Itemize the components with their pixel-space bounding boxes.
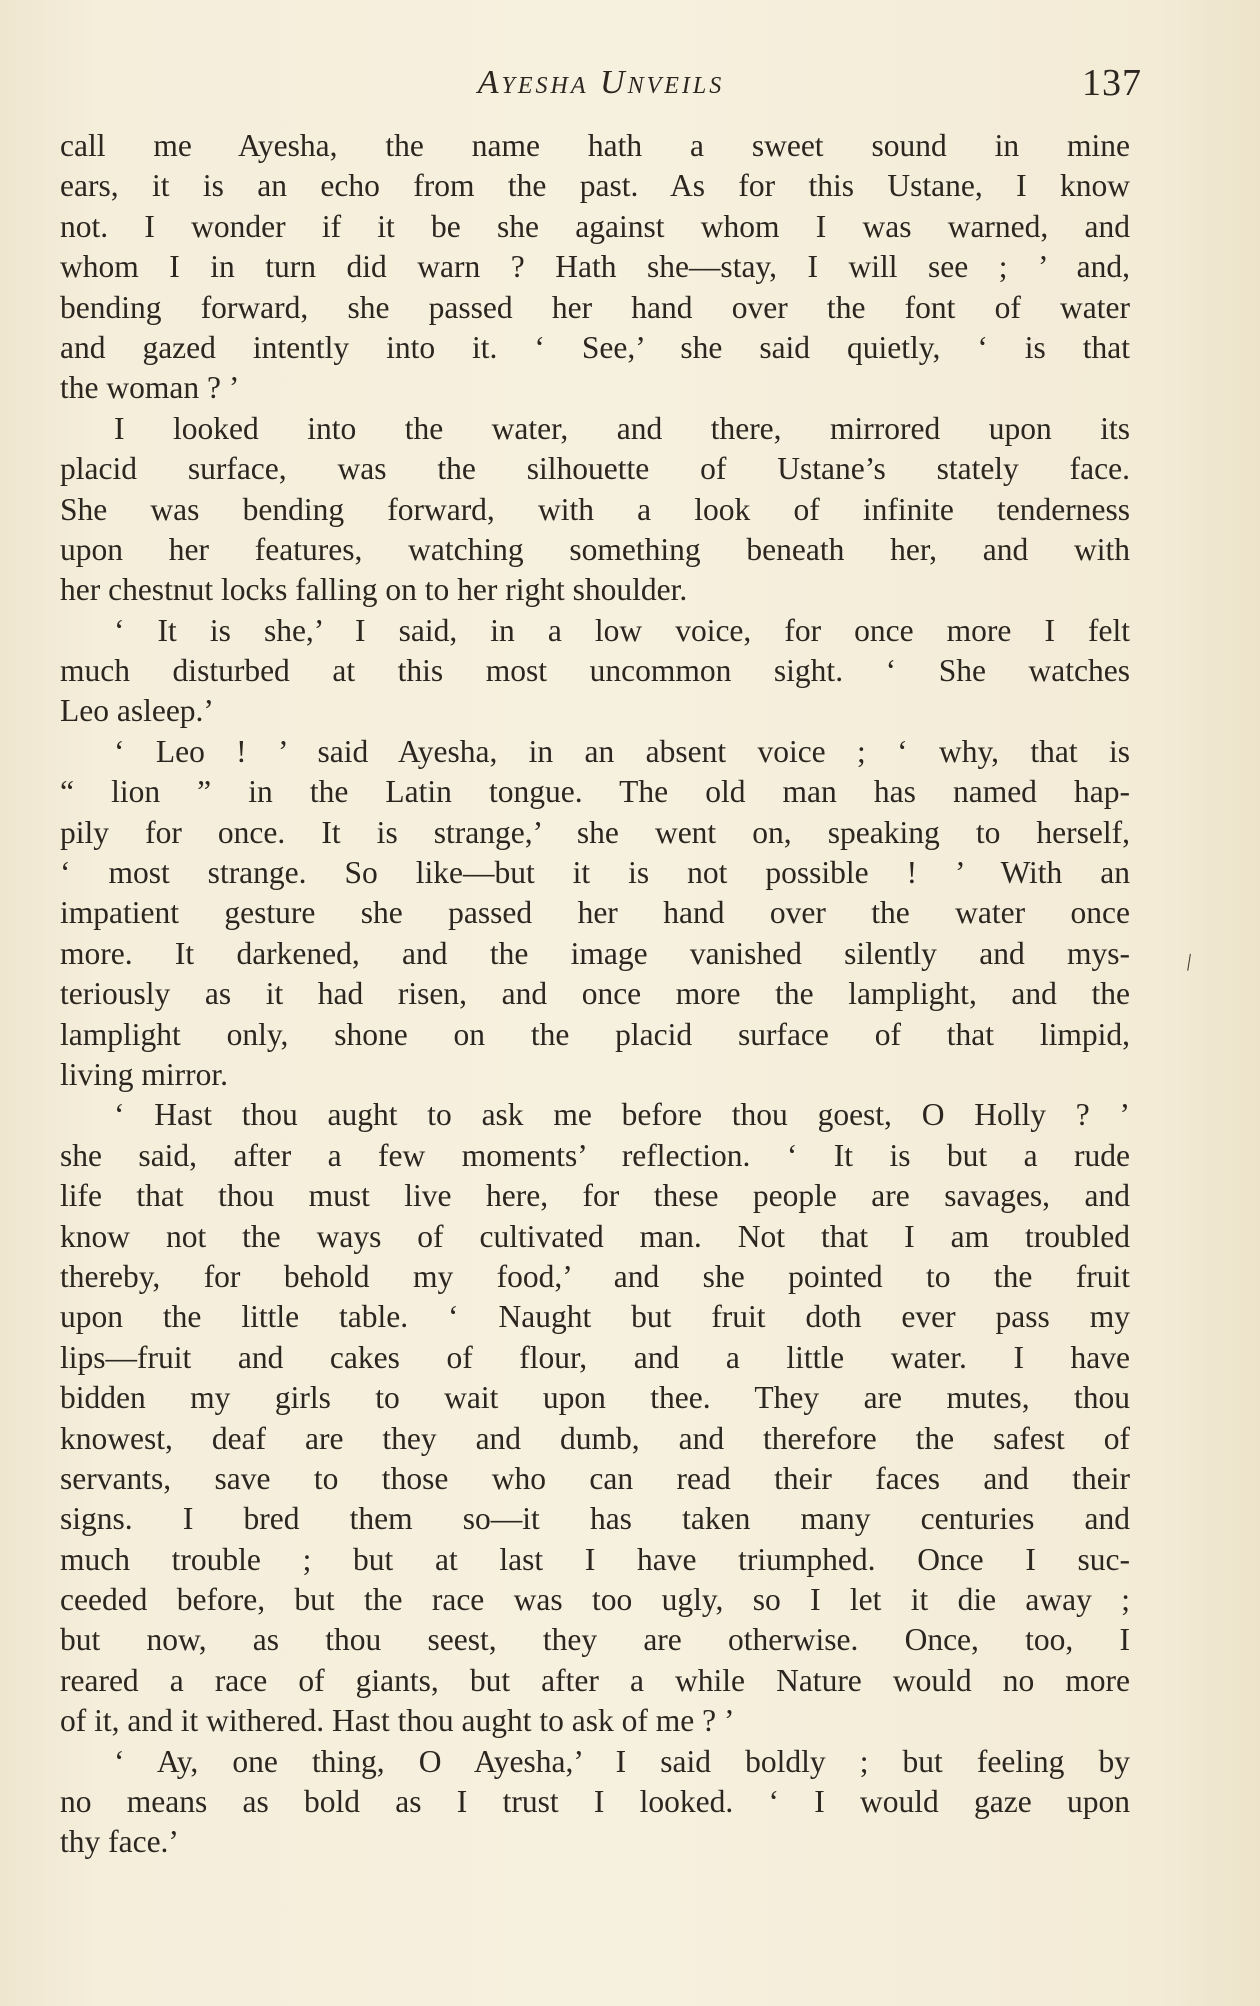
text-line: call me Ayesha, the name hath a sweet sound in mine — [60, 128, 1130, 163]
text-line: much trouble ; but at last I have triumphed. Once I suc- — [60, 1541, 1130, 1577]
paragraph-end-line: Leo asleep.’ — [60, 693, 214, 729]
text-line: thereby, for behold my food,’ and she pointed to the fruit — [60, 1258, 1130, 1294]
text-line: She was bending forward, with a look of infinite tenderness — [60, 491, 1130, 527]
paragraph-end-line: her chestnut locks falling on to her right shoulder. — [60, 572, 688, 608]
text-line: not. I wonder if it be she against whom I was warned, and — [60, 208, 1130, 244]
text-line: “ lion ” in the Latin tongue. The old man has named hap- — [60, 774, 1130, 810]
text-line: more. It darkened, and the image vanished silently and mys- — [60, 935, 1130, 971]
text-line: ceeded before, but the race was too ugly, so I let it die away ; — [60, 1582, 1130, 1618]
running-head — [60, 58, 1142, 108]
paragraph-end-line: thy face.’ — [60, 1824, 179, 1860]
text-line: bending forward, she passed her hand over the font of water — [60, 289, 1130, 325]
text-line: no means as bold as I trust I looked. ‘ I would gaze upon — [60, 1784, 1130, 1820]
paragraph-end-line: of it, and it withered. Hast thou aught to ask of me ? ’ — [60, 1703, 735, 1739]
text-line: whom I in turn did warn ? Hath she—stay, I will see ; ’ and, — [60, 249, 1130, 285]
text-line: lamplight only, shone on the placid surface of that limpid, — [60, 1016, 1130, 1052]
text-line: impatient gesture she passed her hand over the water once — [60, 895, 1130, 931]
text-line: signs. I bred them so—it has taken many centuries and — [60, 1501, 1130, 1537]
page-number: 137 — [1082, 62, 1142, 104]
text-line: and gazed intently into it. ‘ See,’ she said quietly, ‘ is that — [60, 329, 1130, 365]
body-text — [60, 126, 1130, 1863]
text-line: pily for once. It is strange,’ she went on, speaking to herself, — [60, 814, 1130, 850]
paragraph-start-line: ‘ Hast thou aught to ask me before thou goest, O Holly ? ’ — [114, 1097, 1130, 1133]
text-line: upon the little table. ‘ Naught but fruit doth ever pass my — [60, 1299, 1130, 1335]
paragraph-start-line: I looked into the water, and there, mirrored upon its — [114, 410, 1130, 446]
text-line: placid surface, was the silhouette of Ustane’s stately face. — [60, 451, 1130, 487]
paragraph-start-line: ‘ Leo ! ’ said Ayesha, in an absent voice ; ‘ why, that is — [114, 733, 1130, 769]
text-line: bidden my girls to wait upon thee. They are mutes, thou — [60, 1380, 1130, 1416]
text-line: lips—fruit and cakes of flour, and a little water. I have — [60, 1339, 1130, 1375]
text-line: teriously as it had risen, and once more the lamplight, and the — [60, 976, 1130, 1012]
text-line: much disturbed at this most uncommon sight. ‘ She watches — [60, 653, 1130, 689]
text-line: knowest, deaf are they and dumb, and therefore the safest of — [60, 1420, 1130, 1456]
running-title: Ayesha Unveils — [477, 64, 725, 101]
text-line: ‘ most strange. So like—but it is not possible ! ’ With an — [60, 855, 1130, 891]
text-line: life that thou must live here, for these people are savages, and — [60, 1178, 1130, 1214]
paragraph-start-line: ‘ It is she,’ I said, in a low voice, for once more I felt — [114, 612, 1130, 648]
margin-mark: / — [1183, 949, 1195, 977]
text-line: reared a race of giants, but after a while Nature would no more — [60, 1662, 1130, 1698]
text-line: she said, after a few moments’ reflection. ‘ It is but a rude — [60, 1137, 1130, 1173]
text-line: but now, as thou seest, they are otherwise. Once, too, I — [60, 1622, 1130, 1658]
text-line: ears, it is an echo from the past. As for this Ustane, I know — [60, 168, 1130, 204]
paragraph-start-line: ‘ Ay, one thing, O Ayesha,’ I said boldly ; but feeling by — [114, 1743, 1130, 1779]
text-line: upon her features, watching something beneath her, and with — [60, 531, 1130, 567]
paragraph-end-line: living mirror. — [60, 1056, 228, 1092]
paragraph-end-line: the woman ? ’ — [60, 370, 240, 406]
text-line: servants, save to those who can read their faces and their — [60, 1460, 1130, 1496]
text-line: know not the ways of cultivated man. Not that I am troubled — [60, 1218, 1130, 1254]
